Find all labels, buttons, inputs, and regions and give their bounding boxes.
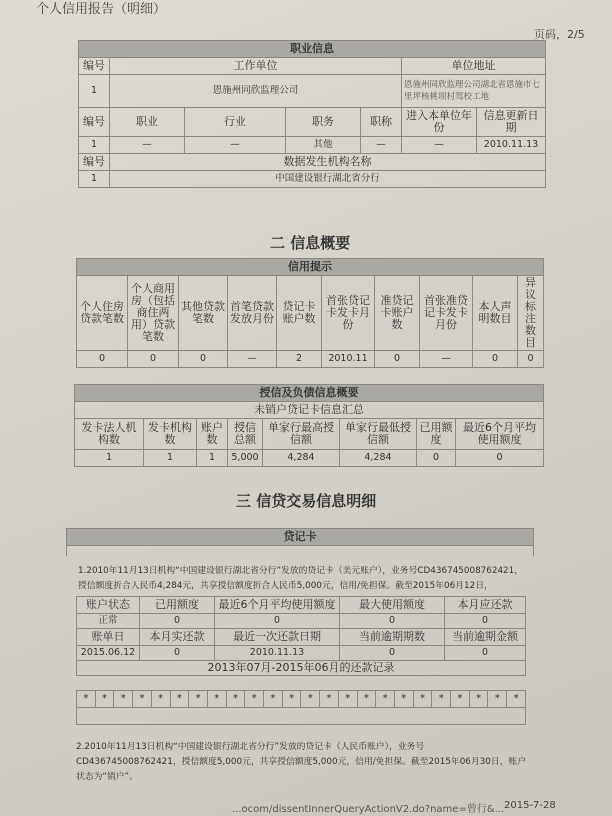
th-max-credit: 单家行最高授信额 — [263, 419, 340, 450]
th-month-due: 本月应还款 — [445, 597, 526, 614]
cell-no: 1 — [79, 171, 110, 188]
td-commercial-loans: 0 — [128, 351, 179, 368]
credit-tips-title: 信用提示 — [77, 259, 544, 276]
repayment-status: * — [207, 691, 226, 708]
repayment-status: * — [189, 691, 208, 708]
td-actual-paid: 0 — [140, 646, 215, 661]
repayment-status: * — [357, 691, 376, 708]
col-address: 单位地址 — [402, 58, 546, 75]
cell-address: 恩施州同欣监理公司湖北省恩施市七里坪核桃坝村驾校工地 — [402, 75, 546, 108]
td-other-loans: 0 — [179, 351, 228, 368]
td-6m-avg: 0 — [215, 614, 340, 629]
card-2-description: 2.2010年11月13日机构“中国建设银行湖北省分行”发放的贷记卡（人民币账户），业务号CD436745008762421，授信额度5,000元，共享授信额度5,000元，信用/免担保。截至2015年06月30日，账户状态为“销户”。 — [76, 742, 527, 782]
th-actual-paid: 本月实还款 — [140, 629, 215, 646]
td-first-card-month: 2010.11 — [322, 351, 375, 368]
repayment-status: * — [226, 691, 245, 708]
cell-update: 2010.11.13 — [477, 137, 546, 154]
td-overdue-periods: 0 — [340, 646, 445, 661]
td-statement-day: 2015.06.12 — [77, 646, 140, 661]
repayment-status: * — [320, 691, 339, 708]
col-position: 职务 — [286, 108, 361, 137]
cell-rank: — — [361, 137, 402, 154]
th-overdue-periods: 当前逾期期数 — [340, 629, 445, 646]
cell-position: 其他 — [286, 137, 361, 154]
cell-year: — — [402, 137, 477, 154]
repayment-status: * — [376, 691, 395, 708]
th-first-card-month: 首张贷记卡发卡月份 — [322, 276, 375, 351]
repayment-status: * — [282, 691, 301, 708]
td-first-quasi-card-month: — — [420, 351, 473, 368]
col-industry: 行业 — [185, 108, 286, 137]
footer-url: ...ocom/dissentInnerQueryActionV2.do?name=曾行&... — [232, 804, 505, 815]
col-rank: 职称 — [361, 108, 402, 137]
td-housing-loans: 0 — [77, 351, 128, 368]
repayment-status: * — [301, 691, 320, 708]
repayment-status: * — [114, 691, 133, 708]
credit-summary-title: 授信及负债信息概要 — [75, 385, 544, 402]
repayment-status: * — [95, 691, 114, 708]
card-detail-table — [66, 528, 534, 556]
cell-industry: — — [185, 137, 286, 154]
th-accounts: 账户数 — [197, 419, 228, 450]
td-quasi-card-accounts: 0 — [375, 351, 420, 368]
th-credit-card-accounts: 贷记卡账户数 — [277, 276, 322, 351]
th-commercial-loans: 个人商用房（包括商住两用）贷款笔数 — [128, 276, 179, 351]
credit-summary-subtitle: 未销户贷记卡信息汇总 — [75, 402, 544, 419]
td-account-status: 正常 — [77, 614, 140, 629]
repayment-status: * — [451, 691, 470, 708]
th-first-loan-month: 首笔贷款发放月份 — [228, 276, 277, 351]
td-accounts: 1 — [197, 450, 228, 467]
cell-employer: 恩施州同欣监理公司 — [110, 75, 402, 108]
col-org: 数据发生机构名称 — [110, 154, 546, 171]
th-other-loans: 其他贷款笔数 — [179, 276, 228, 351]
th-max-usage: 最大使用额度 — [340, 597, 445, 614]
col-no: 编号 — [79, 154, 110, 171]
th-6m-avg: 最近6个月平均使用额度 — [215, 597, 340, 614]
col-employer: 工作单位 — [110, 58, 402, 75]
occupation-title: 职业信息 — [79, 41, 546, 58]
th-avg-usage: 最近6个月平均使用额度 — [456, 419, 544, 450]
td-credit-card-accounts: 2 — [277, 351, 322, 368]
td-avg-usage: 0 — [456, 450, 544, 467]
td-max-credit: 4,284 — [263, 450, 340, 467]
repayment-status: * — [488, 691, 507, 708]
col-update: 信息更新日期 — [477, 108, 546, 137]
repayment-status: * — [432, 691, 451, 708]
cell-no: 1 — [79, 75, 110, 108]
th-statement-day: 账单日 — [77, 629, 140, 646]
th-used-amount: 已用额度 — [140, 597, 215, 614]
repayment-status: * — [133, 691, 152, 708]
td-used-amount: 0 — [140, 614, 215, 629]
repayment-status: * — [507, 691, 526, 708]
td-declarations: 0 — [473, 351, 518, 368]
card-1-table — [76, 596, 526, 676]
credit-summary-table — [74, 384, 544, 467]
page-number: 页码，2/5 — [534, 28, 585, 41]
repayment-status: * — [170, 691, 189, 708]
td-issuer-legal-orgs: 1 — [75, 450, 144, 467]
th-last-payment-date: 最近一次还款日期 — [215, 629, 340, 646]
td-used-credit: 0 — [417, 450, 456, 467]
th-min-credit: 单家行最低授信额 — [340, 419, 417, 450]
th-quasi-card-accounts: 准贷记卡账户数 — [375, 276, 420, 351]
repayment-status: * — [151, 691, 170, 708]
td-last-payment-date: 2010.11.13 — [215, 646, 340, 661]
th-account-status: 账户状态 — [77, 597, 140, 614]
occupation-table — [78, 40, 546, 188]
col-no: 编号 — [79, 108, 110, 137]
th-housing-loans: 个人住房贷款笔数 — [77, 276, 128, 351]
repayment-status: * — [338, 691, 357, 708]
th-overdue-amount: 当前逾期金额 — [445, 629, 526, 646]
col-year: 进入本单位年份 — [402, 108, 477, 137]
repayment-status: * — [77, 691, 96, 708]
footer-date: 2015-7-28 — [504, 800, 556, 811]
th-used-credit: 已用额度 — [417, 419, 456, 450]
repayment-status: * — [413, 691, 432, 708]
repayment-record-title: 2013年07月-2015年06月的还款记录 — [77, 661, 526, 676]
th-declarations: 本人声明数目 — [473, 276, 518, 351]
repayment-status: * — [245, 691, 264, 708]
card-1-description: 1.2010年11月13日机构“中国建设银行湖北省分行”发放的贷记卡（美元账户），业务号CD436745008762421，授信额度折合人民币4,284元，共享授信额度折合人民币5,000元，信用/免担保。截至2015年06月12日， — [78, 566, 524, 591]
cell-job: — — [110, 137, 185, 154]
td-disputes: 0 — [518, 351, 544, 368]
td-overdue-amount: 0 — [445, 646, 526, 661]
td-month-due: 0 — [445, 614, 526, 629]
th-total-credit: 授信总额 — [228, 419, 263, 450]
section-detail-heading: 三 信贷交易信息明细 — [236, 492, 377, 510]
credit-tips-table — [76, 258, 544, 368]
td-max-usage: 0 — [340, 614, 445, 629]
td-issuer-orgs: 1 — [144, 450, 197, 467]
cell-org: 中国建设银行湖北省分行 — [110, 171, 546, 188]
repayment-status: * — [394, 691, 413, 708]
cell-no: 1 — [79, 137, 110, 154]
col-job: 职业 — [110, 108, 185, 137]
card-title: 贷记卡 — [67, 529, 534, 546]
repayment-record-table — [76, 690, 526, 725]
th-issuer-orgs: 发卡机构数 — [144, 419, 197, 450]
section-summary-heading: 二 信息概要 — [270, 234, 351, 252]
col-no: 编号 — [79, 58, 110, 75]
repayment-status: * — [469, 691, 488, 708]
td-first-loan-month: — — [228, 351, 277, 368]
th-disputes: 异议标注数目 — [518, 276, 544, 351]
td-total-credit: 5,000 — [228, 450, 263, 467]
td-min-credit: 4,284 — [340, 450, 417, 467]
repayment-status: * — [264, 691, 283, 708]
th-issuer-legal-orgs: 发卡法人机构数 — [75, 419, 144, 450]
report-title: 个人信用报告（明细） — [36, 2, 167, 17]
th-first-quasi-card-month: 首张准贷记卡发卡月份 — [420, 276, 473, 351]
